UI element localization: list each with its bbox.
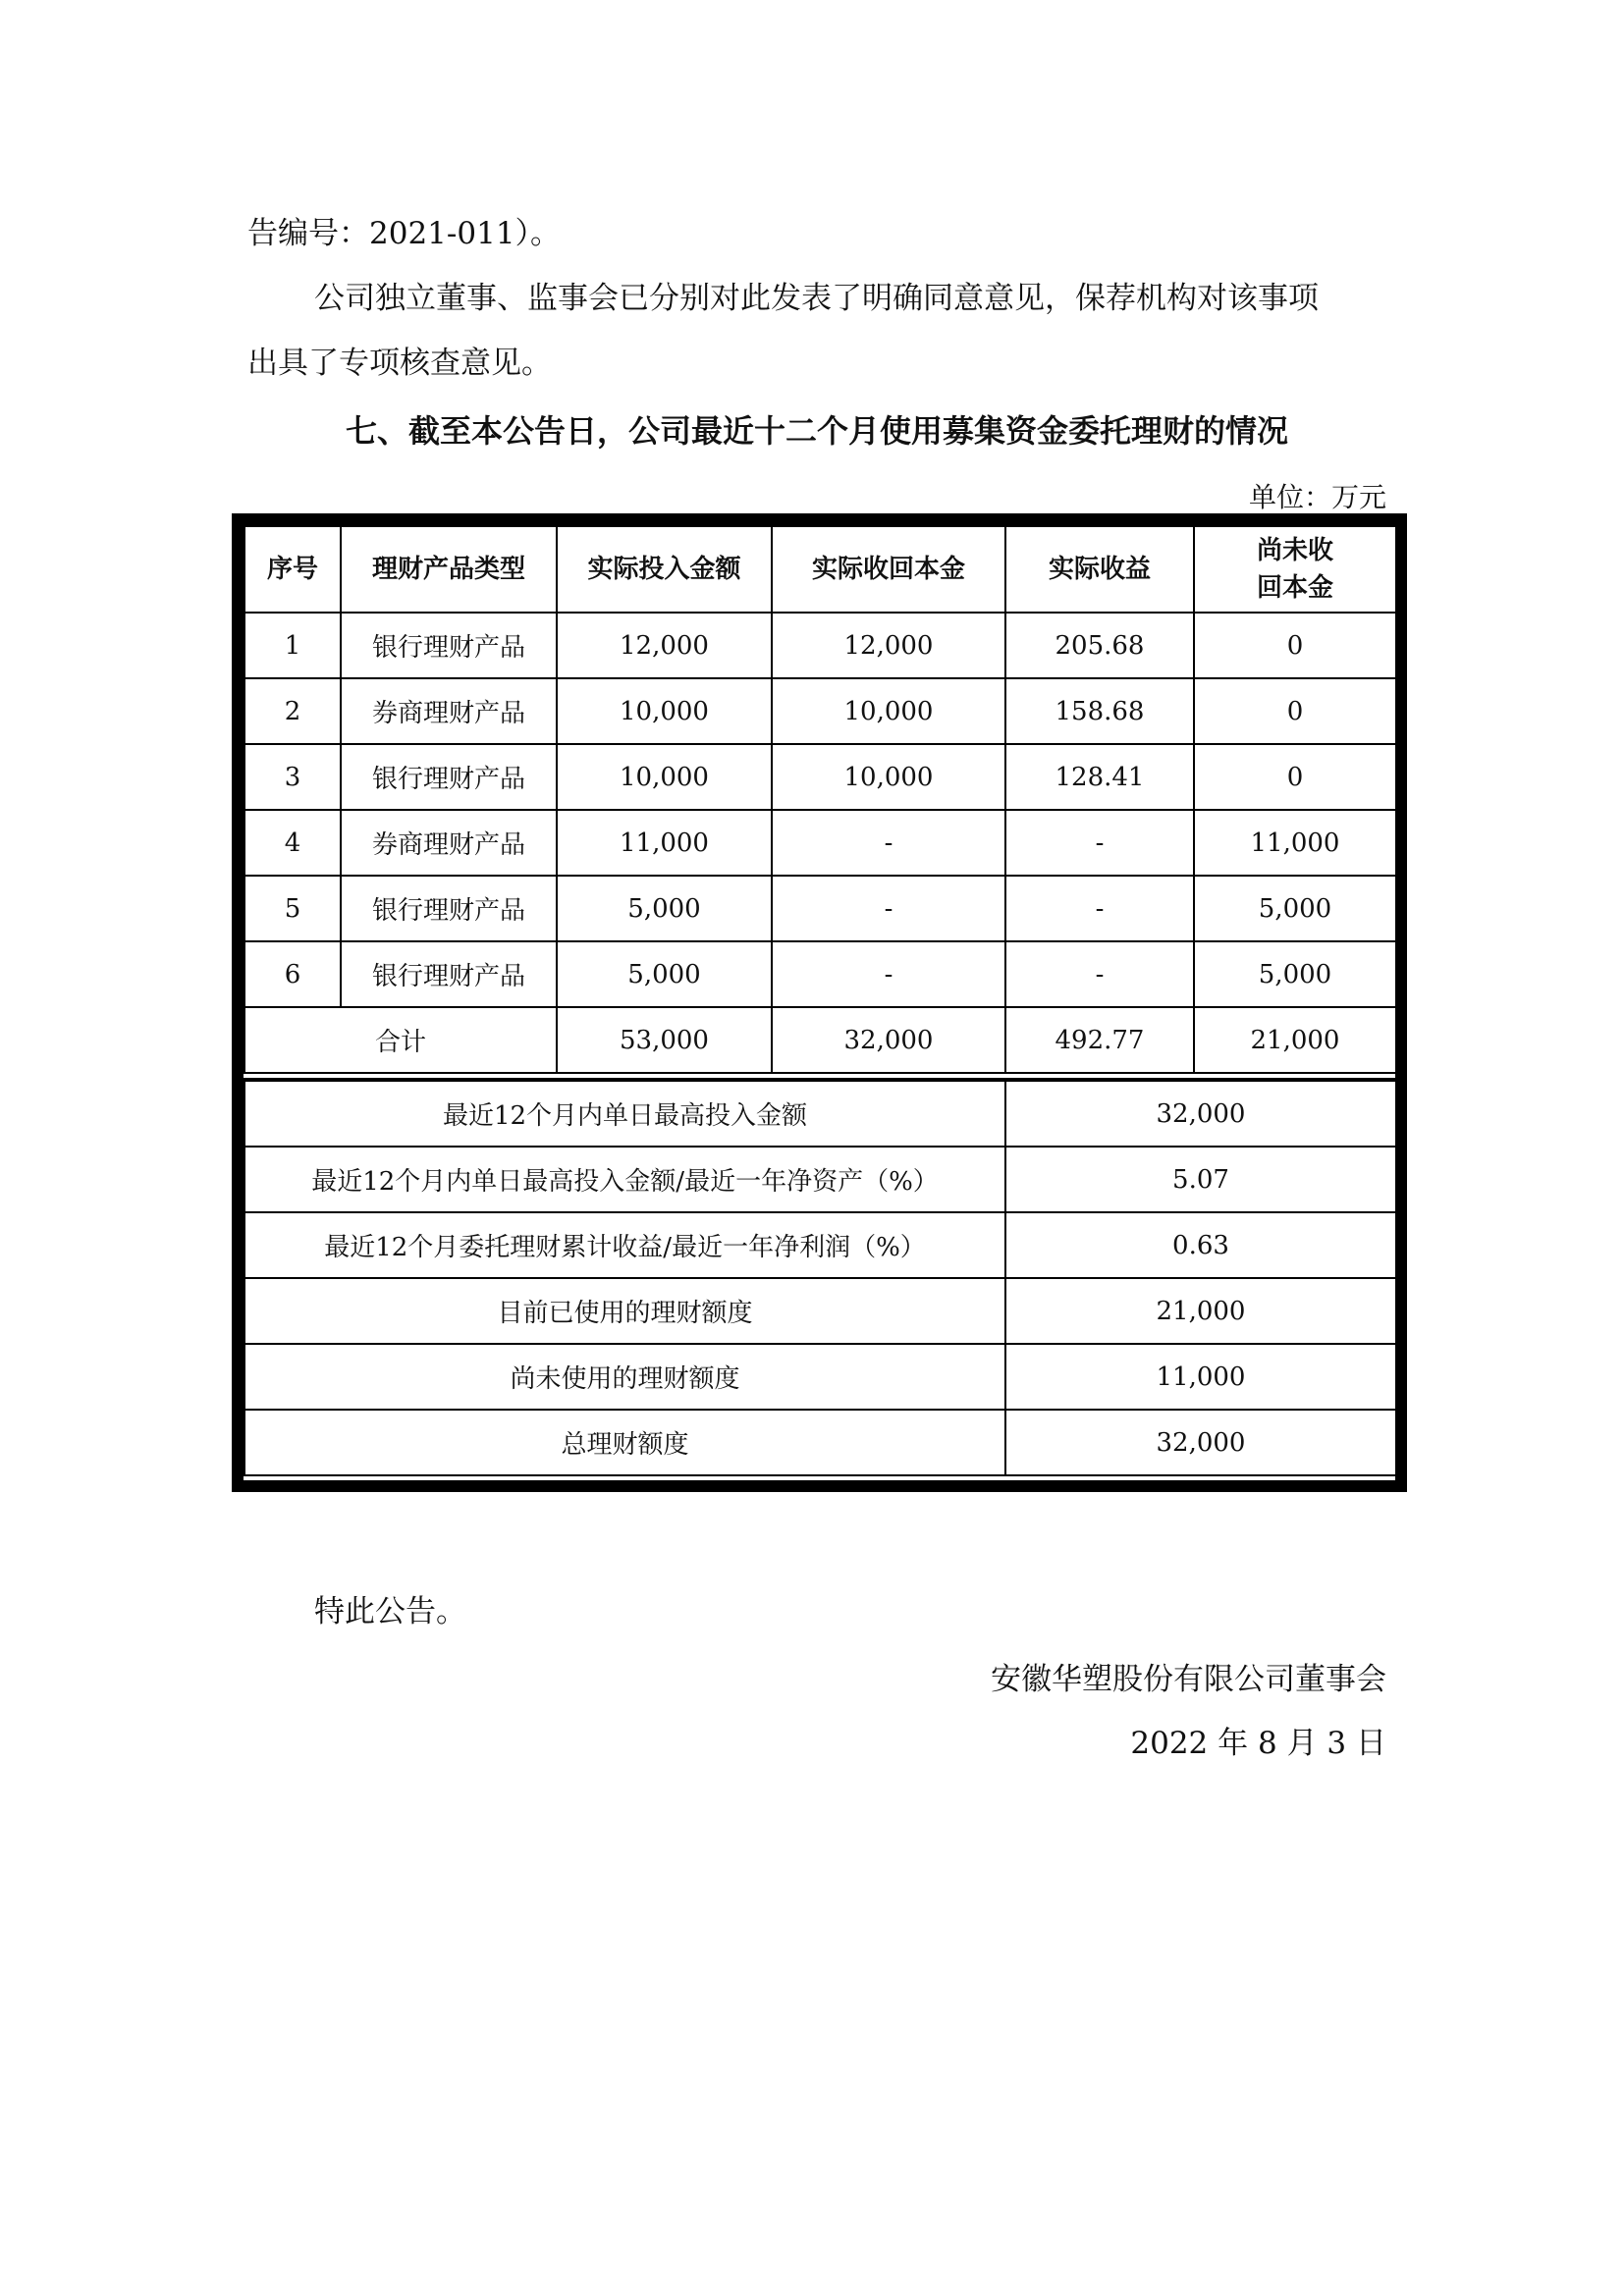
table-total-row xyxy=(244,1007,1396,1073)
summary-value: 5.07 xyxy=(1005,1147,1396,1212)
table-row xyxy=(244,744,1396,810)
cell-invested: 11,000 xyxy=(557,810,772,876)
total-income: 492.77 xyxy=(1005,1007,1194,1073)
header-recovered: 实际收回本金 xyxy=(772,526,1005,613)
table-row xyxy=(244,810,1396,876)
cell-index: 2 xyxy=(244,678,341,744)
company-signature: 安徽华塑股份有限公司董事会 xyxy=(991,1662,1386,1697)
cell-income: 128.41 xyxy=(1005,744,1194,810)
summary-label: 最近12个月委托理财累计收益/最近一年净利润（%） xyxy=(244,1212,1005,1278)
cell-invested: 10,000 xyxy=(557,744,772,810)
summary-row xyxy=(244,1410,1396,1475)
cell-invested: 5,000 xyxy=(557,941,772,1007)
table-row xyxy=(244,941,1396,1007)
summary-label: 目前已使用的理财额度 xyxy=(244,1278,1005,1344)
summary-value: 32,000 xyxy=(1005,1410,1396,1475)
cell-recovered: 10,000 xyxy=(772,678,1005,744)
cell-income: - xyxy=(1005,941,1194,1007)
cell-index: 1 xyxy=(244,613,341,678)
cell-outstanding: 5,000 xyxy=(1194,941,1396,1007)
cell-index: 5 xyxy=(244,876,341,941)
closing-notice: 特此公告。 xyxy=(314,1594,466,1629)
summary-value: 21,000 xyxy=(1005,1278,1396,1344)
header-index: 序号 xyxy=(244,526,341,613)
table-row xyxy=(244,613,1396,678)
table-row xyxy=(244,876,1396,941)
total-recovered: 32,000 xyxy=(772,1007,1005,1073)
total-invested: 53,000 xyxy=(557,1007,772,1073)
cell-invested: 10,000 xyxy=(557,678,772,744)
header-outstanding: 尚未收回本金 xyxy=(1194,526,1396,613)
investment-table-frame xyxy=(232,513,1407,1492)
cell-index: 3 xyxy=(244,744,341,810)
cell-product-type: 银行理财产品 xyxy=(341,613,557,678)
cell-recovered: - xyxy=(772,941,1005,1007)
summary-table xyxy=(244,1078,1397,1476)
cell-product-type: 银行理财产品 xyxy=(341,941,557,1007)
summary-value: 32,000 xyxy=(1005,1080,1396,1147)
summary-row xyxy=(244,1147,1396,1212)
cell-invested: 12,000 xyxy=(557,613,772,678)
cell-index: 6 xyxy=(244,941,341,1007)
summary-value: 11,000 xyxy=(1005,1344,1396,1410)
cell-recovered: - xyxy=(772,810,1005,876)
header-product-type: 理财产品类型 xyxy=(341,526,557,613)
cell-recovered: 12,000 xyxy=(772,613,1005,678)
summary-row xyxy=(244,1080,1396,1147)
cell-product-type: 银行理财产品 xyxy=(341,876,557,941)
cell-outstanding: 5,000 xyxy=(1194,876,1396,941)
cell-outstanding: 0 xyxy=(1194,613,1396,678)
header-invested: 实际投入金额 xyxy=(557,526,772,613)
summary-row xyxy=(244,1212,1396,1278)
cell-income: 158.68 xyxy=(1005,678,1194,744)
cell-recovered: 10,000 xyxy=(772,744,1005,810)
cell-outstanding: 0 xyxy=(1194,678,1396,744)
investment-table xyxy=(244,525,1397,1074)
cell-product-type: 券商理财产品 xyxy=(341,810,557,876)
cell-recovered: - xyxy=(772,876,1005,941)
cell-index: 4 xyxy=(244,810,341,876)
table-row xyxy=(244,678,1396,744)
summary-row xyxy=(244,1344,1396,1410)
total-label: 合计 xyxy=(244,1007,557,1073)
summary-row xyxy=(244,1278,1396,1344)
cell-outstanding: 11,000 xyxy=(1194,810,1396,876)
announcement-date: 2022 年 8 月 3 日 xyxy=(1130,1726,1386,1761)
unit-label: 单位：万元 xyxy=(1248,481,1386,513)
summary-label: 尚未使用的理财额度 xyxy=(244,1344,1005,1410)
header-income: 实际收益 xyxy=(1005,526,1194,613)
summary-value: 0.63 xyxy=(1005,1212,1396,1278)
cell-income: - xyxy=(1005,810,1194,876)
intro-line-3: 出具了专项核查意见。 xyxy=(247,346,552,381)
cell-income: - xyxy=(1005,876,1194,941)
intro-line-2: 公司独立董事、监事会已分别对此发表了明确同意意见，保荐机构对该事项 xyxy=(314,281,1319,316)
cell-outstanding: 0 xyxy=(1194,744,1396,810)
summary-label: 总理财额度 xyxy=(244,1410,1005,1475)
cell-product-type: 银行理财产品 xyxy=(341,744,557,810)
cell-income: 205.68 xyxy=(1005,613,1194,678)
cell-product-type: 券商理财产品 xyxy=(341,678,557,744)
section-title: 七、截至本公告日，公司最近十二个月使用募集资金委托理财的情况 xyxy=(345,412,1288,450)
table-header-row xyxy=(244,526,1396,613)
cell-invested: 5,000 xyxy=(557,876,772,941)
summary-label: 最近12个月内单日最高投入金额/最近一年净资产（%） xyxy=(244,1147,1005,1212)
intro-line-1: 告编号：2021-011）。 xyxy=(247,216,562,251)
total-outstanding: 21,000 xyxy=(1194,1007,1396,1073)
summary-label: 最近12个月内单日最高投入金额 xyxy=(244,1080,1005,1147)
